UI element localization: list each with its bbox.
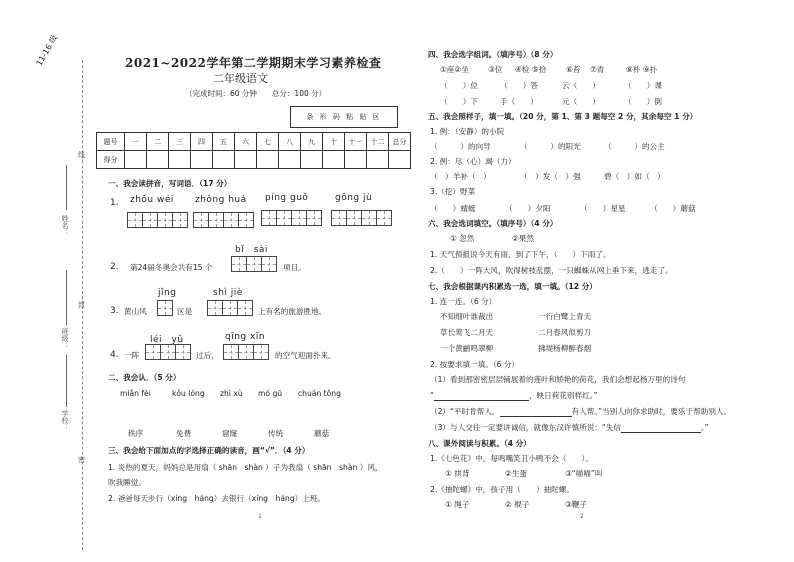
class-label: 班级： (61, 328, 69, 349)
q3-text-c: 上有名的旅游胜地。 (258, 307, 327, 316)
section-3-title: 三、我会给下面加点的字选择正确的读音，画“√”．（4 分） (108, 446, 310, 455)
s4-blank[interactable]: （ ）课 (624, 81, 662, 90)
s4-blank[interactable]: 元（ ） (562, 97, 600, 106)
s4-blank[interactable]: （ ）倒 (624, 97, 662, 106)
s2-word-5: 蘑菇 (314, 429, 330, 438)
exam-title: 2021~2022学年第二学期期末学习素养检查 (125, 56, 382, 70)
section-8-title: 八、课外阅读与积累。（4 分） (428, 439, 531, 448)
score-input-cell[interactable] (323, 151, 345, 169)
score-table-header-row (97, 133, 411, 151)
score-cell: 四 (191, 133, 213, 151)
binding-mark-secret: 密 (78, 456, 85, 464)
s6-line-2: 2.（ ）一阵大风，吹得树枝乱摆，一只蜘蛛从网上垂下来，逃走了。 (430, 266, 673, 275)
s7-q2: 2. 按要求填一填。（6 分） (430, 360, 520, 369)
s4-option-5: ⑦青 (590, 65, 605, 74)
proverb-blank[interactable] (500, 409, 572, 417)
poem-blank[interactable] (434, 393, 529, 401)
pinyin-2: zhǒng huá (195, 195, 247, 205)
s7-right-item[interactable]: 拂堤杨柳醉春烟 (538, 344, 592, 353)
q2-number: 2. (110, 262, 119, 272)
q3-pinyin-2: shì jiè (213, 288, 243, 298)
s4-option-2: ③位 (488, 65, 503, 74)
score-input-cell[interactable] (257, 151, 279, 169)
s2-word-4: 传统 (268, 429, 284, 438)
writing-grid[interactable] (157, 300, 172, 316)
school-label: 学校： (61, 410, 69, 431)
s5-q3-blank[interactable]: （ ）蘑菇 (650, 204, 696, 213)
s5-q1-blank[interactable]: （ ）的阳光 (520, 142, 581, 151)
s7-q2-l3-a: （2）“平时肯帮人， (430, 407, 500, 416)
writing-grid[interactable] (207, 300, 252, 316)
q2-pinyin: bǐ sài (235, 245, 268, 255)
s6-option-1: ① 忽然 (450, 234, 475, 243)
score-input-cell[interactable] (191, 151, 213, 169)
pinyin-4: gōng jù (335, 193, 373, 203)
score-cell: 总分 (389, 133, 411, 151)
q3-number: 3. (110, 306, 119, 316)
s5-q1-blank[interactable]: （ ）的向导 (430, 142, 491, 151)
s7-left-item[interactable]: 不知细叶谁裁出 (440, 312, 494, 321)
name-label: 姓名： (61, 215, 69, 236)
class-line (66, 270, 67, 325)
score-row-label: 得分 (97, 151, 125, 169)
exam-subtitle: 二年级语文 (213, 72, 268, 85)
corner-mark: 11-16 级 (34, 33, 60, 68)
s5-q2-blank[interactable]: 碧（ ）如（ ） (604, 172, 665, 181)
name-line (66, 165, 67, 210)
score-cell: 六 (235, 133, 257, 151)
s2-word-1: 秩序 (128, 429, 144, 438)
score-cell: 八 (279, 133, 301, 151)
page-number-2: 2 (580, 513, 584, 520)
pinyin-1: zhōu wéi (130, 195, 174, 205)
s5-q2: 2. 例：尽（心）竭（力） (430, 157, 516, 166)
barcode-area: 条 形 码 粘 贴 区 (290, 106, 398, 128)
score-cell: 十二 (367, 133, 389, 151)
s3-line-3: 2. 爸爸每天步行（xíng háng）去银行（xíng háng）上班。 (108, 494, 326, 503)
s8-l2-option[interactable]: ③鞭子 (565, 500, 587, 509)
s2-word-2: 免费 (176, 429, 192, 438)
q4-pinyin-1: léi yǔ (150, 335, 184, 345)
q1-number: 1. (110, 198, 119, 208)
s7-q2-l2-open: “ (430, 391, 434, 400)
section-7-title: 七、我会根据课内积累选一选，填一填。（12 分） (428, 282, 597, 291)
score-cell: 题号 (97, 133, 125, 151)
s3-line-1: 1. 炎热的夏天，妈妈总是用扇（ shān shàn ）子为我扇（ shān shàn ）风， (108, 463, 383, 472)
s7-q2-l3-b: 有人帮。”当别人向你求助时，要乐于帮助别人。 (571, 407, 732, 416)
s5-q3-blank[interactable]: （ ）蜻蜓 (430, 204, 476, 213)
s7-q2-l4-b: 。” (701, 423, 709, 432)
score-input-cell[interactable] (345, 151, 367, 169)
q2-text-before: 第24届冬奥会共有15 个 (130, 263, 213, 272)
s5-q1-blank[interactable]: （ ）的公主 (604, 142, 665, 151)
pinyin-3: píng guǒ (265, 193, 309, 203)
quote-blank[interactable] (621, 425, 701, 433)
writing-grid[interactable] (261, 210, 321, 226)
s7-right-item[interactable]: 一行白鹭上青天 (538, 312, 592, 321)
score-table-score-row (97, 151, 411, 169)
writing-grid[interactable] (193, 212, 253, 228)
section-5-title: 五、我会照样子，填一填。（20 分，第 1、第 3 题每空 2 分，其余每空 1 分） (428, 112, 698, 121)
s4-option-1: ①座②坐 (440, 65, 469, 74)
score-table (96, 132, 411, 169)
writing-grid[interactable] (231, 256, 276, 272)
s5-q3-blank[interactable]: （ ）星星 (580, 204, 626, 213)
q3-text-b: 区是 (177, 307, 193, 316)
writing-grid[interactable] (331, 210, 391, 226)
s2-pinyin-5: chuán tǒng (298, 389, 341, 398)
s4-option-6: ⑧朴 ⑨扑 (626, 65, 658, 74)
s7-q2-line-2 (430, 390, 597, 401)
s5-q3: 3.（挖）野菜 (430, 187, 476, 196)
s2-word-3: 窟窿 (222, 429, 238, 438)
section-4-title: 四、我会选字组词。（填序号）（8 分） (428, 50, 558, 59)
s7-q2-line-4 (430, 422, 709, 433)
s4-option-4: ⑥苔 (566, 65, 581, 74)
school-line (66, 355, 67, 407)
s7-left-item[interactable]: 一个黄鹂鸣翠柳 (440, 344, 494, 353)
s7-q2-line-1: （1）看到那密密层层铺展着的莲叶和娇艳的荷花，我们会想起杨万里的诗句 (430, 375, 686, 384)
s2-pinyin-2: kǒu lóng (172, 389, 205, 398)
score-input-cell[interactable] (367, 151, 389, 169)
score-cell: 五 (213, 133, 235, 151)
q3-pinyin-1: jǐng (158, 288, 177, 298)
s2-pinyin-4: mó gū (258, 389, 283, 398)
score-input-cell[interactable] (235, 151, 257, 169)
score-input-cell[interactable] (125, 151, 147, 169)
s5-q2-blank[interactable]: （ ）羊补（ ） (430, 172, 491, 181)
q4-number: 4. (110, 350, 119, 360)
q2-text-after: 项目。 (283, 263, 306, 272)
score-input-cell[interactable] (389, 151, 411, 169)
score-cell: 二 (147, 133, 169, 151)
s3-line-2: 吹我睡觉。 (108, 478, 146, 487)
s4-blank[interactable]: （ ）答 (500, 81, 538, 90)
writing-grid[interactable] (145, 344, 190, 360)
s6-line-1: 1. 天气预报说今天有雨，到了下午，（ ）下雨了。 (430, 250, 611, 259)
s2-pinyin-1: miǎn fèi (120, 389, 151, 398)
section-6-title: 六、我会选词填空。（填序号）（4 分） (428, 219, 558, 228)
score-input-cell[interactable] (147, 151, 169, 169)
s7-left-item[interactable]: 草长莺飞二月天 (440, 328, 494, 337)
s6-option-2: ②果然 (512, 234, 534, 243)
score-cell: 十 (323, 133, 345, 151)
page-number-1: 1 (258, 513, 262, 520)
writing-grid[interactable] (223, 344, 268, 360)
s7-q2-l4-a: （3）与人交往一定要讲诚信，就像东汉许慎所说：“失信 (430, 423, 622, 432)
s8-line-2: 2.《抽陀螺》中，孩子用（ ）抽陀螺。 (430, 485, 574, 494)
s4-blank[interactable]: 手（ ） (500, 97, 538, 106)
q4-text-c: 的空气迎面扑来。 (275, 351, 336, 360)
score-cell: 十一 (345, 133, 367, 151)
score-cell: 七 (257, 133, 279, 151)
exam-time-info: （完成时间：60 分钟 总分：100 分） (185, 89, 327, 98)
s2-pinyin-3: zhì xù (220, 389, 243, 398)
s8-l1-option[interactable]: ① 拱背 (445, 469, 470, 478)
s8-l2-option[interactable]: ② 棍子 (505, 500, 530, 509)
score-cell: 一 (125, 133, 147, 151)
s4-option-3: ④检 ⑤拾 (515, 65, 547, 74)
s4-blank[interactable]: 云（ ） (562, 81, 600, 90)
s8-l1-option[interactable]: ②生蛋 (505, 469, 527, 478)
s7-q2-line-3 (430, 406, 731, 417)
q3-text-a: 黄山风 (124, 307, 147, 316)
score-cell: 九 (301, 133, 323, 151)
section-1-title: 一、我会读拼音，写词语．（17 分） (108, 179, 232, 188)
s7-q2-l2-close: ，映日荷花别样红。” (528, 391, 598, 400)
s5-q3-blank[interactable]: （ ）夕阳 (505, 204, 551, 213)
s8-l1-option[interactable]: ③“喵喵”叫 (565, 469, 603, 478)
s5-q2-blank[interactable]: （ ）发（ ）强 (520, 172, 581, 181)
s5-q1: 1. 例：（安静）的小院 (430, 127, 505, 136)
s8-l2-option[interactable]: ① 绳子 (445, 500, 470, 509)
q4-pinyin-2: qīng xīn (225, 332, 266, 342)
s7-q1: 1. 连一连。（6 分） (430, 297, 497, 306)
s4-blank[interactable]: （ ）位 (440, 81, 478, 90)
score-cell: 三 (169, 133, 191, 151)
q4-text-b: 过后， (196, 351, 219, 360)
s7-right-item[interactable]: 二月春风似剪刀 (538, 328, 592, 337)
s8-line-1: 1.《七色花》中，每鸣嘴笑丑小鸭不会（ ）。 (430, 454, 593, 463)
score-input-cell[interactable] (169, 151, 191, 169)
score-input-cell[interactable] (213, 151, 235, 169)
score-input-cell[interactable] (301, 151, 323, 169)
writing-grid[interactable] (127, 212, 187, 228)
s4-blank[interactable]: （ ）下 (440, 97, 478, 106)
section-2-title: 二、我会认．（5 分） (108, 373, 181, 382)
binding-mark-seal: 封 (78, 301, 85, 309)
binding-mark-line: 线 (78, 151, 85, 159)
q4-text-a: 一阵 (124, 351, 140, 360)
score-input-cell[interactable] (279, 151, 301, 169)
